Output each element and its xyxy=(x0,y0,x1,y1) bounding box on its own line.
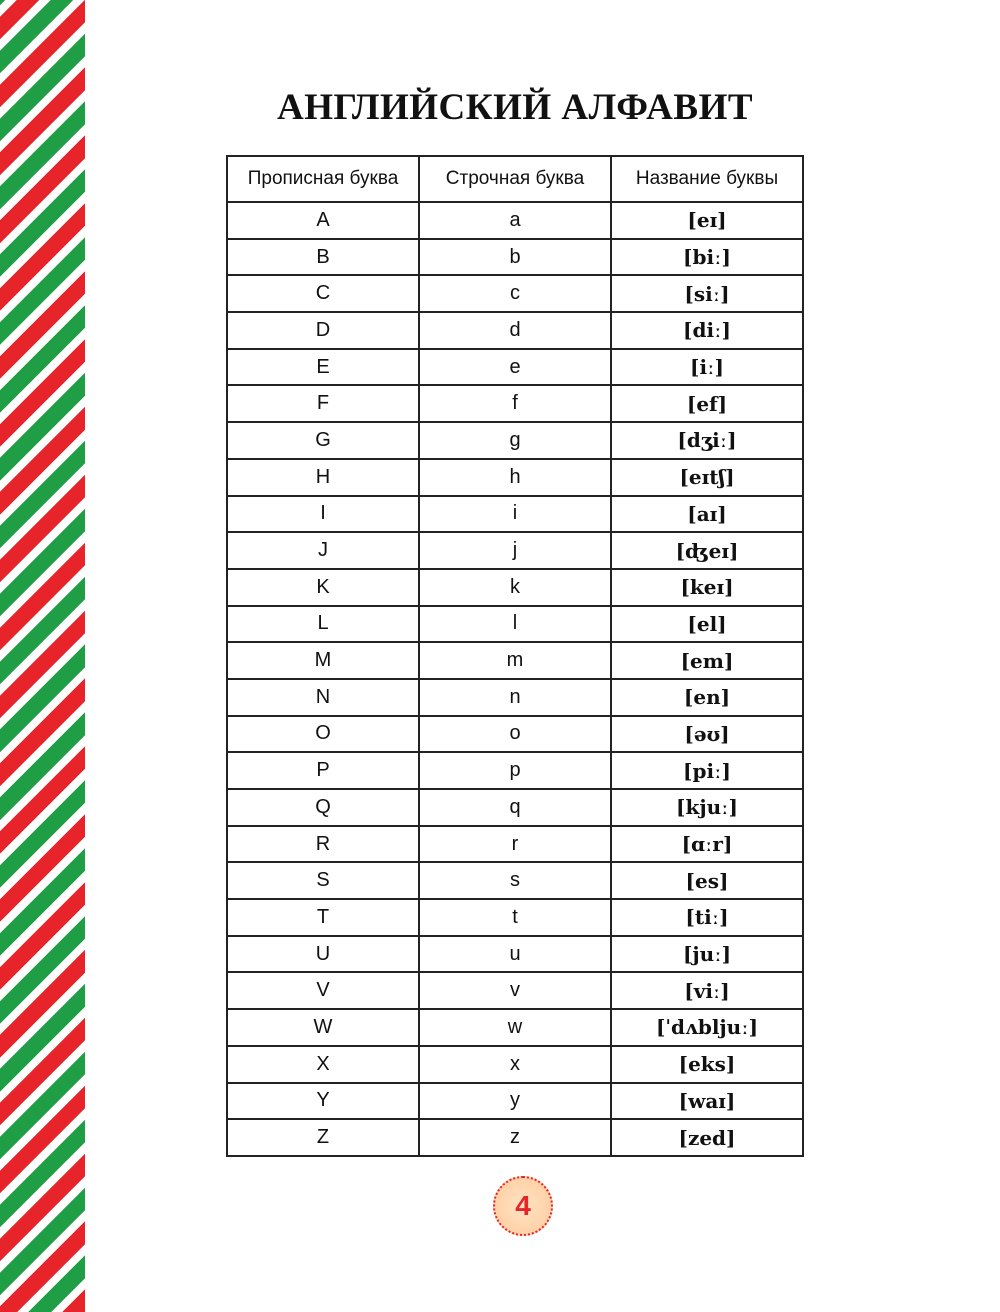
letter-transcription: [siː] xyxy=(611,275,803,312)
letter-transcription: [piː] xyxy=(611,752,803,789)
letter-transcription: [ef] xyxy=(611,385,803,422)
lowercase-letter: o xyxy=(419,716,611,753)
letter-transcription: [biː] xyxy=(611,239,803,276)
lowercase-letter: z xyxy=(419,1119,611,1156)
uppercase-letter: A xyxy=(227,202,419,239)
header-uppercase: Прописная буква xyxy=(227,156,419,202)
letter-transcription: [en] xyxy=(611,679,803,716)
uppercase-letter: W xyxy=(227,1009,419,1046)
uppercase-letter: X xyxy=(227,1046,419,1083)
table-row xyxy=(227,679,803,716)
letter-transcription: [ɑːr] xyxy=(611,826,803,863)
table-row xyxy=(227,789,803,826)
uppercase-letter: V xyxy=(227,972,419,1009)
letter-transcription: [aɪ] xyxy=(611,496,803,533)
letter-transcription: [eɪtʃ] xyxy=(611,459,803,496)
table-row xyxy=(227,1046,803,1083)
lowercase-letter: c xyxy=(419,275,611,312)
lowercase-letter: q xyxy=(419,789,611,826)
lowercase-letter: d xyxy=(419,312,611,349)
lowercase-letter: t xyxy=(419,899,611,936)
lowercase-letter: u xyxy=(419,936,611,973)
uppercase-letter: G xyxy=(227,422,419,459)
table-row xyxy=(227,1009,803,1046)
lowercase-letter: b xyxy=(419,239,611,276)
table-row xyxy=(227,1083,803,1120)
table-row xyxy=(227,826,803,863)
page-title: АНГЛИЙСКИЙ АЛФАВИТ xyxy=(276,87,754,128)
uppercase-letter: Y xyxy=(227,1083,419,1120)
lowercase-letter: p xyxy=(419,752,611,789)
header-lowercase: Строчная буква xyxy=(419,156,611,202)
table-row xyxy=(227,239,803,276)
lowercase-letter: f xyxy=(419,385,611,422)
letter-transcription: [viː] xyxy=(611,972,803,1009)
uppercase-letter: S xyxy=(227,862,419,899)
letter-transcription: [es] xyxy=(611,862,803,899)
letter-transcription: [əʊ] xyxy=(611,716,803,753)
table-row xyxy=(227,459,803,496)
table-row xyxy=(227,752,803,789)
table-row xyxy=(227,202,803,239)
table-row xyxy=(227,275,803,312)
alphabet-table xyxy=(226,155,804,1157)
lowercase-letter: s xyxy=(419,862,611,899)
table-row xyxy=(227,349,803,386)
uppercase-letter: J xyxy=(227,532,419,569)
uppercase-letter: Z xyxy=(227,1119,419,1156)
table-row xyxy=(227,385,803,422)
uppercase-letter: K xyxy=(227,569,419,606)
uppercase-letter: B xyxy=(227,239,419,276)
letter-transcription: [zed] xyxy=(611,1119,803,1156)
lowercase-letter: r xyxy=(419,826,611,863)
letter-transcription: [kjuː] xyxy=(611,789,803,826)
lowercase-letter: e xyxy=(419,349,611,386)
uppercase-letter: Q xyxy=(227,789,419,826)
uppercase-letter: I xyxy=(227,496,419,533)
table-row xyxy=(227,606,803,643)
table-row xyxy=(227,642,803,679)
table-row xyxy=(227,972,803,1009)
letter-transcription: [eɪ] xyxy=(611,202,803,239)
uppercase-letter: D xyxy=(227,312,419,349)
table-row xyxy=(227,716,803,753)
lowercase-letter: i xyxy=(419,496,611,533)
lowercase-letter: l xyxy=(419,606,611,643)
letter-transcription: [eks] xyxy=(611,1046,803,1083)
table-row xyxy=(227,1119,803,1156)
letter-transcription: [el] xyxy=(611,606,803,643)
letter-transcription: [ʤeɪ] xyxy=(611,532,803,569)
table-row xyxy=(227,532,803,569)
uppercase-letter: L xyxy=(227,606,419,643)
uppercase-letter: N xyxy=(227,679,419,716)
decorative-stripe-border xyxy=(0,0,85,1312)
table-header-row xyxy=(227,156,803,202)
uppercase-letter: O xyxy=(227,716,419,753)
letter-transcription: [em] xyxy=(611,642,803,679)
letter-transcription: [juː] xyxy=(611,936,803,973)
letter-transcription: [iː] xyxy=(611,349,803,386)
letter-transcription: [waɪ] xyxy=(611,1083,803,1120)
uppercase-letter: E xyxy=(227,349,419,386)
lowercase-letter: y xyxy=(419,1083,611,1120)
table-row xyxy=(227,899,803,936)
letter-transcription: [diː] xyxy=(611,312,803,349)
lowercase-letter: v xyxy=(419,972,611,1009)
table-row xyxy=(227,569,803,606)
uppercase-letter: U xyxy=(227,936,419,973)
uppercase-letter: C xyxy=(227,275,419,312)
table-row xyxy=(227,862,803,899)
letter-transcription: [dʒiː] xyxy=(611,422,803,459)
lowercase-letter: k xyxy=(419,569,611,606)
letter-transcription: [tiː] xyxy=(611,899,803,936)
lowercase-letter: m xyxy=(419,642,611,679)
uppercase-letter: T xyxy=(227,899,419,936)
lowercase-letter: j xyxy=(419,532,611,569)
letter-transcription: [ˈdʌbljuː] xyxy=(611,1009,803,1046)
lowercase-letter: w xyxy=(419,1009,611,1046)
lowercase-letter: n xyxy=(419,679,611,716)
table-row xyxy=(227,936,803,973)
table-row xyxy=(227,422,803,459)
uppercase-letter: H xyxy=(227,459,419,496)
lowercase-letter: a xyxy=(419,202,611,239)
lowercase-letter: h xyxy=(419,459,611,496)
page-number-badge: 4 xyxy=(493,1176,553,1236)
uppercase-letter: M xyxy=(227,642,419,679)
header-letter-name: Название буквы xyxy=(611,156,803,202)
lowercase-letter: g xyxy=(419,422,611,459)
table-row xyxy=(227,496,803,533)
lowercase-letter: x xyxy=(419,1046,611,1083)
uppercase-letter: F xyxy=(227,385,419,422)
uppercase-letter: R xyxy=(227,826,419,863)
uppercase-letter: P xyxy=(227,752,419,789)
alphabet-table-body xyxy=(227,202,803,1156)
table-row xyxy=(227,312,803,349)
letter-transcription: [keɪ] xyxy=(611,569,803,606)
